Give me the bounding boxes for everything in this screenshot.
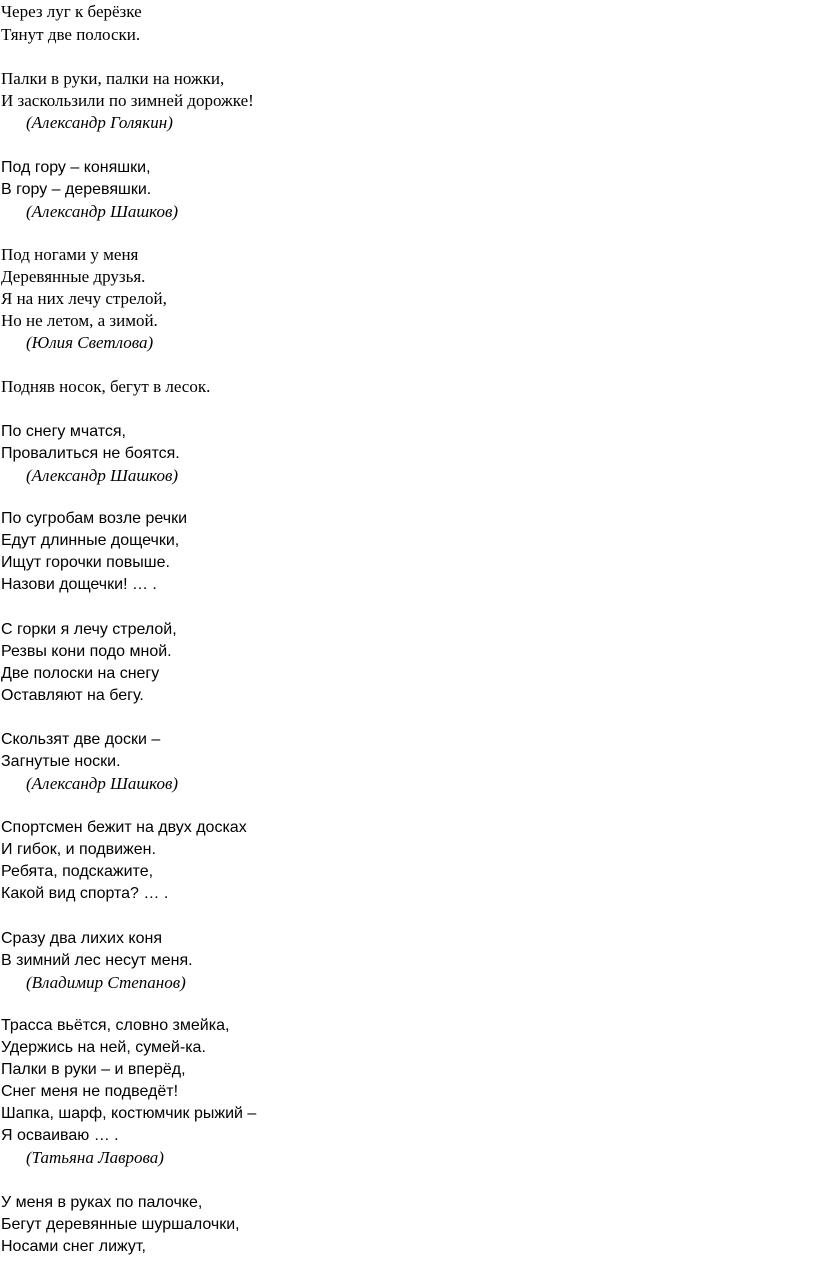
riddle-line: Через луг к берёзке [1, 2, 142, 21]
riddle-line: Тянут две полоски. [1, 25, 141, 44]
riddle-line: Палки в руки, палки на ножки, [1, 69, 225, 88]
riddle-line: У меня в руках по палочке, [1, 1194, 203, 1211]
riddle-line: Скользят две доски – [1, 731, 161, 748]
riddle-line: Загнутые носки. [1, 753, 121, 770]
riddle-line: Бегут деревянные шуршалочки, [1, 1216, 240, 1233]
riddle-line: Назови дощечки! … . [1, 576, 157, 593]
author-line: (Татьяна Лаврова) [26, 1148, 164, 1167]
riddle-line: В гору – деревяшки. [1, 181, 152, 198]
riddle-line: По сугробам возле речки [1, 510, 188, 527]
riddle-line: Удержись на ней, сумей-ка. [1, 1039, 206, 1056]
riddle-line: Я на них лечу стрелой, [1, 289, 167, 308]
riddle-line: Я осваиваю … . [1, 1127, 119, 1144]
riddle-line: Резвы кони подо мной. [1, 643, 172, 660]
riddle-line: В зимний лес несут меня. [1, 952, 193, 969]
riddle-line: Носами снег лижут, [1, 1238, 146, 1255]
riddle-line: Оставляют на бегу. [1, 687, 144, 704]
author-line: (Александр Шашков) [26, 466, 179, 485]
riddle-line: Шапка, шарф, костюмчик рыжий – [1, 1105, 257, 1122]
riddle-line: Две полоски на снегу [1, 665, 160, 682]
riddle-line: Подняв носок, бегут в лесок. [1, 377, 211, 396]
riddle-line: По снегу мчатся, [1, 423, 126, 440]
riddle-line: Под гору – коняшки, [1, 159, 151, 176]
author-line: (Александр Шашков) [26, 774, 179, 793]
riddle-line: Ищут горочки повыше. [1, 554, 170, 571]
author-line: (Александр Шашков) [26, 202, 179, 221]
riddle-line: С горки я лечу стрелой, [1, 621, 177, 638]
author-line: (Владимир Степанов) [26, 973, 186, 992]
riddle-line: И гибок, и подвижен. [1, 841, 156, 858]
riddle-line: Спортсмен бежит на двух досках [1, 819, 247, 836]
riddle-line: И заскользили по зимней дорожке! [1, 91, 254, 110]
riddle-line: Снег меня не подведёт! [1, 1083, 179, 1100]
riddle-line: Деревянные друзья. [1, 267, 146, 286]
author-line: (Александр Голякин) [26, 113, 173, 132]
riddle-line: Палки в руки – и вперёд, [1, 1061, 186, 1078]
riddle-line: Но не летом, а зимой. [1, 311, 158, 330]
riddle-line: Едут длинные дощечки, [1, 532, 180, 549]
riddle-line: Какой вид спорта? … . [1, 885, 169, 902]
riddle-line: Под ногами у меня [1, 245, 139, 264]
author-line: (Юлия Светлова) [26, 333, 154, 352]
riddle-line: Провалиться не боятся. [1, 445, 180, 462]
riddle-line: Трасса вьётся, словно змейка, [1, 1017, 230, 1034]
riddle-line: Ребята, подскажите, [1, 863, 154, 880]
riddle-line: Сразу два лихих коня [1, 930, 163, 947]
